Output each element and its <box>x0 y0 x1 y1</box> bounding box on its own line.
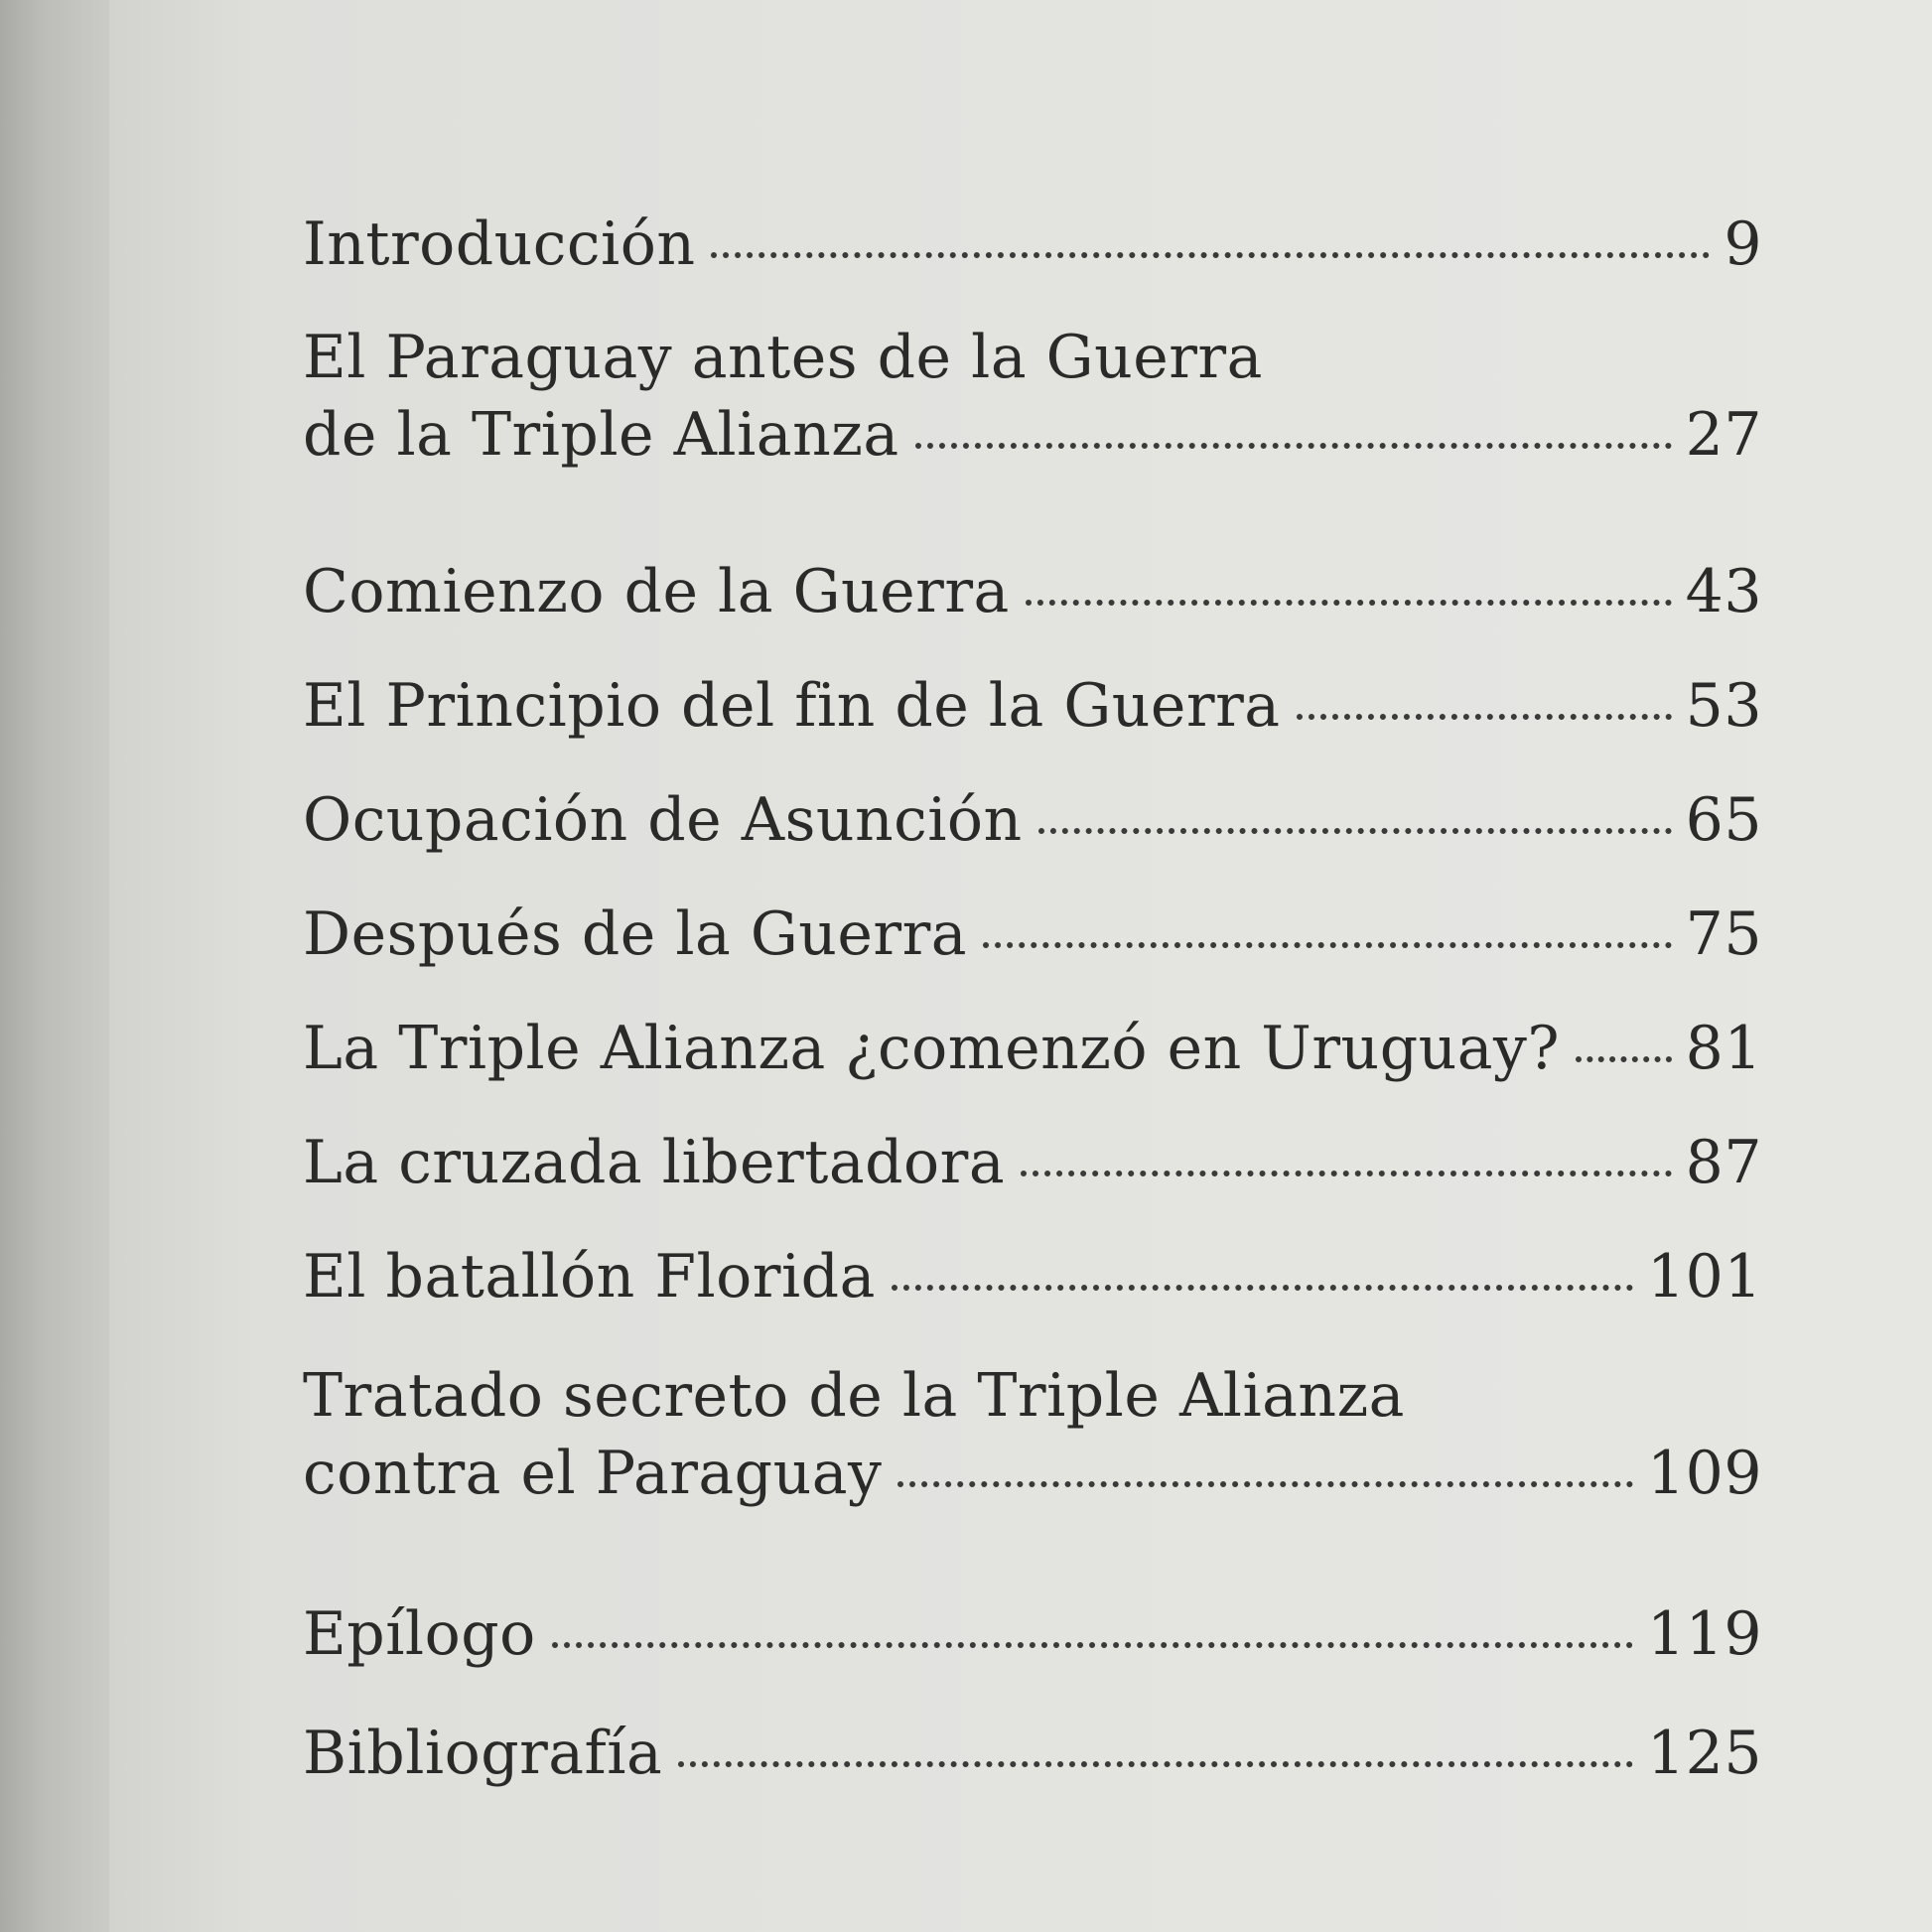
toc-entry-triple-uruguay <box>303 1003 1762 1094</box>
toc-page-number: 43 <box>1685 557 1762 626</box>
toc-entry-title: Tratado secreto de la Triple Alianza <box>303 1361 1405 1431</box>
toc-entry-title: Bibliografía <box>303 1719 663 1788</box>
toc-entry-title: Después de la Guerra <box>303 899 968 969</box>
dot-leader <box>1576 1056 1672 1062</box>
dot-leader <box>1021 1171 1672 1176</box>
toc-page-number: 81 <box>1685 1014 1762 1083</box>
toc-page-number: 27 <box>1685 400 1762 470</box>
toc-page-number: 75 <box>1685 899 1762 969</box>
dot-leader <box>1297 714 1672 720</box>
toc-page-number: 87 <box>1685 1128 1762 1197</box>
dot-leader <box>711 252 1710 258</box>
toc-page-number: 119 <box>1646 1599 1762 1669</box>
toc-entry-title: Comienzo de la Guerra <box>303 557 1010 626</box>
toc-page-number: 9 <box>1724 209 1762 279</box>
toc-page-number: 53 <box>1685 671 1762 741</box>
toc-entry-title: Epílogo <box>303 1599 536 1669</box>
toc-page-number: 101 <box>1646 1242 1762 1311</box>
toc-entry-paraguay-antes <box>303 312 1762 481</box>
toc-entry-title: El Paraguay antes de la Guerra <box>303 323 1263 392</box>
dot-leader <box>892 1285 1633 1291</box>
dot-leader <box>678 1761 1633 1767</box>
toc-entry-ocupacion <box>303 774 1762 866</box>
toc-entry-bibliografia <box>303 1708 1762 1799</box>
toc-entry-epilogo <box>303 1588 1762 1680</box>
dot-leader <box>1026 600 1672 606</box>
toc-entry-batallon <box>303 1231 1762 1322</box>
toc-entry-title-continued: contra el Paraguay <box>303 1439 883 1508</box>
dot-leader <box>983 942 1672 948</box>
toc-entry-despues <box>303 889 1762 980</box>
toc-entry-title: Ocupación de Asunción <box>303 785 1023 855</box>
toc-page-number: 109 <box>1646 1439 1762 1508</box>
toc-page-number: 125 <box>1646 1719 1762 1788</box>
dot-leader <box>552 1642 1633 1648</box>
toc-entry-title: Introducción <box>303 209 696 279</box>
toc-entry-title: La Triple Alianza ¿comenzó en Uruguay? <box>303 1014 1561 1083</box>
toc-entry-introduccion <box>303 199 1762 290</box>
toc-entry-title: El batallón Florida <box>303 1242 876 1311</box>
dot-leader <box>897 1481 1633 1487</box>
toc-entry-title: La cruzada libertadora <box>303 1128 1006 1197</box>
toc-entry-title: El Principio del fin de la Guerra <box>303 671 1281 741</box>
toc-entry-cruzada <box>303 1117 1762 1208</box>
toc-entry-tratado <box>303 1350 1762 1519</box>
dot-leader <box>915 443 1672 449</box>
toc-entry-principio-fin <box>303 660 1762 752</box>
toc-entry-title-continued: de la Triple Alianza <box>303 400 899 470</box>
dot-leader <box>1038 828 1672 834</box>
toc-page-number: 65 <box>1685 785 1762 855</box>
toc-entry-comienzo <box>303 546 1762 637</box>
